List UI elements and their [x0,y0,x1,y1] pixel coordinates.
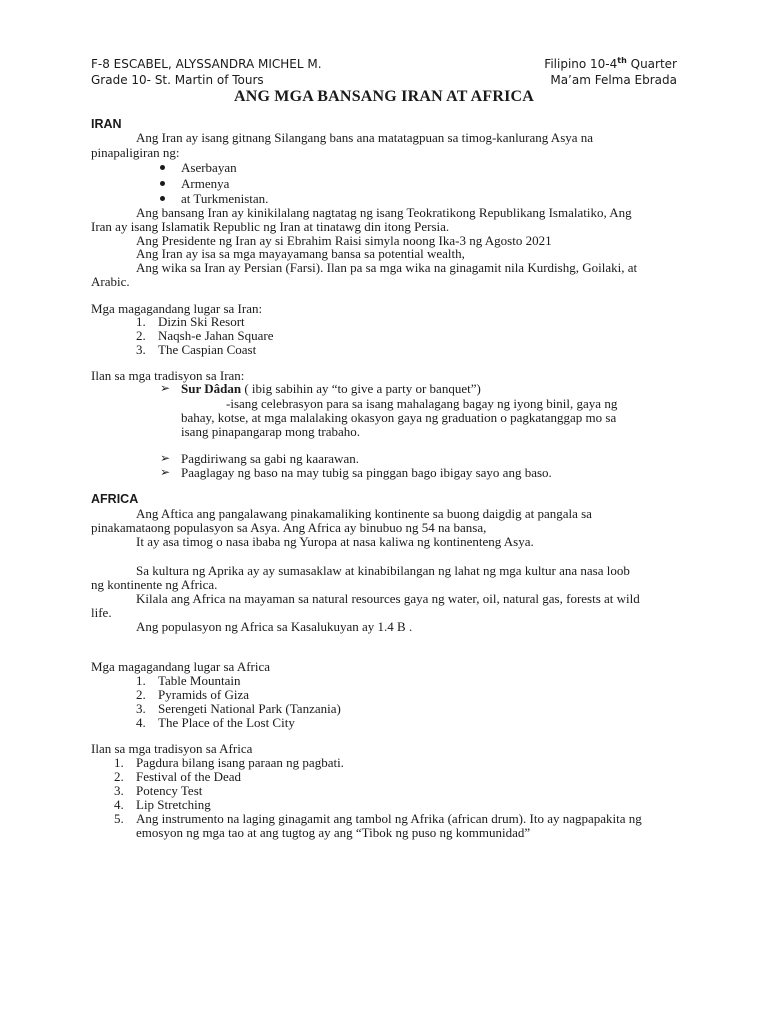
paragraph: Ang Aftica ang pangalawang pinakamaliking kontinente sa buong daigdig at pangala sa [136,506,592,521]
list-number: 5. [114,811,124,826]
list-item: Festival of the Dead [136,769,242,784]
paragraph: Ang Presidente ng Iran ay si Ebrahim Raisi simyla noong Ika-3 ng Agosto 2021 [136,233,552,248]
list-item: Pagdiriwang sa gabi ng kaarawan. [181,451,359,466]
quarter-text: Quarter [626,57,677,71]
list-heading: Mga magagandang lugar sa Africa [91,659,271,674]
list-item: Table Mountain [158,673,241,688]
list-item: The Caspian Coast [158,342,257,357]
arrow-bullet-icon: ➢ [160,451,171,465]
list-item: Lip Stretching [136,797,211,812]
list-item: Serengeti National Park (Tanzania) [158,701,341,716]
list-number: 1. [114,755,124,770]
subject-quarter [544,57,677,72]
ordinal-suffix: th [617,56,627,65]
list-item: Pyramids of Giza [158,687,249,702]
paragraph: It ay asa timog o nasa ibaba ng Yuropa at nasa kaliwa ng kontinenteng Asya. [136,534,534,549]
list-number: 2. [114,769,124,784]
bullet-icon [160,165,165,170]
list-item: Pagdura bilang isang paraan ng pagbati. [136,755,344,770]
paragraph: bahay, kotse, at mga malalaking okasyon gaya ng graduation o pagkatanggap mo sa [181,410,617,425]
list-heading: Ilan sa mga tradisyon sa Iran: [91,368,245,383]
list-number: 2. [136,687,146,702]
list-item: Armenya [181,176,230,191]
list-item [181,381,481,396]
list-number: 1. [136,314,146,329]
list-heading: Ilan sa mga tradisyon sa Africa [91,741,253,756]
paragraph: Ang bansang Iran ay kinikilalang nagtatag ng isang Teokratikong Republikang Ismalatiko, Ang [136,205,632,220]
paragraph: isang pinapangarap mong trabaho. [181,424,361,439]
arrow-bullet-icon: ➢ [160,381,171,395]
list-item: Dizin Ski Resort [158,314,245,329]
paragraph: Kilala ang Africa na mayaman sa natural resources gaya ng water, oil, natural gas, forests at wild [136,591,640,606]
paragraph: -isang celebrasyon para sa isang mahalagang bagay ng iyong binil, gaya ng [226,396,618,411]
paragraph: pinakamataong populasyon sa Asya. Ang Africa ay binubuo ng 54 na bansa, [91,520,487,535]
bullet-icon [160,196,165,201]
page-title: ANG MGA BANSANG IRAN AT AFRICA [233,88,535,105]
arrow-bullet-icon: ➢ [160,465,171,479]
list-number: 3. [114,783,124,798]
list-number: 1. [136,673,146,688]
section-heading-africa: AFRICA [91,492,139,506]
paragraph: ng kontinente ng Africa. [91,577,218,592]
list-item: Ang instrumento na laging ginagamit ang tambol ng Afrika (african drum). Ito ay nagpapakita ng [136,811,642,826]
list-number: 4. [136,715,146,730]
list-item: Naqsh-e Jahan Square [158,328,274,343]
paragraph: Ang Iran ay isa sa mga mayayamang bansa sa potential wealth, [136,246,465,261]
paragraph: pinapaligiran ng: [91,145,180,160]
list-heading: Mga magagandang lugar sa Iran: [91,301,263,316]
paragraph: Arabic. [91,274,130,289]
student-section: Grade 10- St. Martin of Tours [91,73,264,87]
tradition-name: Sur Dâdan [181,381,242,396]
list-number: 4. [114,797,124,812]
list-item: The Place of the Lost City [158,715,295,730]
tradition-meaning: ( ibig sabihin ay “to give a party or banquet”) [241,381,481,396]
list-number: 3. [136,701,146,716]
list-item: Paaglagay ng baso na may tubig sa pinggan bago ibigay sayo ang baso. [181,465,552,480]
paragraph: Ang Iran ay isang gitnang Silangang bans ana matatagpuan sa timog-kanlurang Asya na [136,130,594,145]
list-item: Potency Test [136,783,203,798]
student-name: F-8 ESCABEL, ALYSSANDRA MICHEL M. [91,57,322,71]
list-number: 3. [136,342,146,357]
subject-text: Filipino 10-4 [544,57,618,71]
section-heading-iran: IRAN [91,117,122,131]
list-item-continued: emosyon ng mga tao at ang tugtog ay ang “Tibok ng puso ng kommunidad” [136,825,531,840]
paragraph: Iran ay isang Islamatik Republic ng Iran at tinatawg din itong Persia. [91,219,450,234]
list-item: at Turkmenistan. [181,191,269,206]
paragraph: Ang wika sa Iran ay Persian (Farsi). Ilan pa sa mga wika na ginagamit nila Kurdishg, Goilaki, at [136,260,638,275]
teacher-name: Ma’am Felma Ebrada [550,73,677,87]
paragraph: Ang populasyon ng Africa sa Kasalukuyan ay 1.4 B . [136,619,413,634]
paragraph: life. [91,605,112,620]
paragraph: Sa kultura ng Aprika ay ay sumasaklaw at kinabibilangan ng lahat ng mga kultur ana nasa loob [136,563,630,578]
list-item: Aserbayan [181,160,237,175]
list-number: 2. [136,328,146,343]
bullet-icon [160,181,165,186]
